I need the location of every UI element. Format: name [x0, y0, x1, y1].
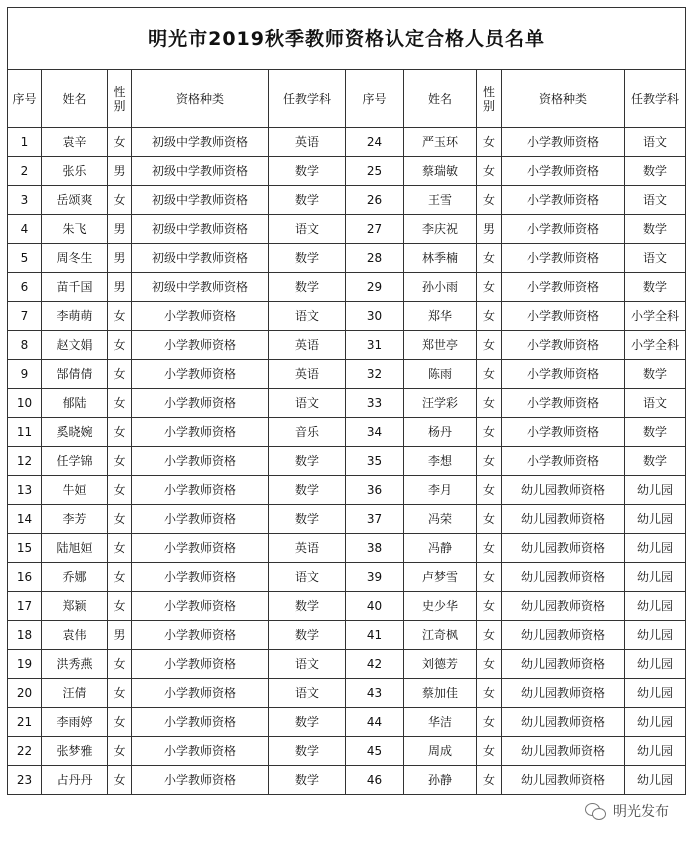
header-qualification-2: 资格种类	[502, 70, 625, 128]
cell-gender: 女	[477, 128, 502, 157]
cell-subject: 小学全科	[625, 331, 686, 360]
cell-qualification: 小学教师资格	[132, 621, 269, 650]
table-row	[8, 244, 686, 273]
cell-gender: 女	[477, 476, 502, 505]
cell-index: 7	[8, 302, 42, 331]
cell-qualification: 幼儿园教师资格	[502, 766, 625, 795]
table-row	[8, 621, 686, 650]
cell-gender: 女	[477, 650, 502, 679]
cell-qualification: 初级中学教师资格	[132, 215, 269, 244]
cell-qualification: 小学教师资格	[502, 186, 625, 215]
cell-qualification: 幼儿园教师资格	[502, 563, 625, 592]
cell-qualification: 幼儿园教师资格	[502, 679, 625, 708]
qualification-table	[7, 7, 686, 795]
cell-gender: 女	[108, 563, 132, 592]
header-qualification: 资格种类	[132, 70, 269, 128]
table-row	[8, 331, 686, 360]
cell-subject: 数学	[625, 157, 686, 186]
cell-name: 袁辛	[42, 128, 108, 157]
cell-index: 16	[8, 563, 42, 592]
cell-name: 汪学彩	[404, 389, 477, 418]
cell-subject: 数学	[269, 244, 346, 273]
cell-name: 蔡瑞敏	[404, 157, 477, 186]
cell-qualification: 初级中学教师资格	[132, 157, 269, 186]
cell-subject: 数学	[269, 505, 346, 534]
table-row	[8, 418, 686, 447]
cell-qualification: 小学教师资格	[132, 447, 269, 476]
cell-gender: 女	[477, 737, 502, 766]
cell-index: 11	[8, 418, 42, 447]
cell-subject: 数学	[625, 273, 686, 302]
cell-qualification: 小学教师资格	[132, 592, 269, 621]
cell-gender: 女	[477, 157, 502, 186]
cell-subject: 幼儿园	[625, 766, 686, 795]
cell-index: 40	[346, 592, 404, 621]
table-body	[8, 128, 686, 795]
cell-gender: 女	[477, 621, 502, 650]
cell-index: 10	[8, 389, 42, 418]
cell-index: 3	[8, 186, 42, 215]
cell-index: 43	[346, 679, 404, 708]
cell-qualification: 幼儿园教师资格	[502, 505, 625, 534]
cell-qualification: 小学教师资格	[132, 389, 269, 418]
cell-name: 李月	[404, 476, 477, 505]
cell-name: 郁陆	[42, 389, 108, 418]
cell-gender: 男	[108, 273, 132, 302]
cell-gender: 女	[108, 737, 132, 766]
document-sheet	[7, 7, 685, 795]
cell-qualification: 小学教师资格	[502, 244, 625, 273]
cell-gender: 女	[477, 708, 502, 737]
cell-qualification: 小学教师资格	[132, 679, 269, 708]
cell-gender: 男	[477, 215, 502, 244]
cell-index: 27	[346, 215, 404, 244]
table-row	[8, 447, 686, 476]
table-row	[8, 128, 686, 157]
header-gender: 性别	[108, 70, 132, 128]
table-row	[8, 389, 686, 418]
cell-qualification: 小学教师资格	[132, 418, 269, 447]
cell-qualification: 小学教师资格	[502, 215, 625, 244]
cell-gender: 女	[477, 186, 502, 215]
wechat-icon	[585, 800, 607, 822]
watermark-text: 明光发布	[613, 804, 669, 820]
cell-subject: 数学	[625, 418, 686, 447]
cell-gender: 女	[108, 505, 132, 534]
cell-subject: 数学	[269, 157, 346, 186]
cell-gender: 男	[108, 244, 132, 273]
cell-gender: 女	[477, 592, 502, 621]
cell-subject: 语文	[625, 389, 686, 418]
cell-index: 38	[346, 534, 404, 563]
header-subject-2: 任教学科	[625, 70, 686, 128]
cell-name: 林季楠	[404, 244, 477, 273]
cell-subject: 数学	[269, 737, 346, 766]
cell-name: 孙小雨	[404, 273, 477, 302]
cell-name: 郑华	[404, 302, 477, 331]
cell-index: 14	[8, 505, 42, 534]
cell-gender: 女	[108, 708, 132, 737]
cell-name: 郑颖	[42, 592, 108, 621]
header-name: 姓名	[42, 70, 108, 128]
cell-qualification: 小学教师资格	[502, 331, 625, 360]
cell-gender: 女	[108, 447, 132, 476]
cell-gender: 女	[108, 650, 132, 679]
cell-name: 冯静	[404, 534, 477, 563]
cell-qualification: 小学教师资格	[132, 331, 269, 360]
cell-gender: 女	[477, 418, 502, 447]
cell-gender: 女	[108, 679, 132, 708]
cell-index: 34	[346, 418, 404, 447]
cell-name: 刘德芳	[404, 650, 477, 679]
header-subject: 任教学科	[269, 70, 346, 128]
cell-gender: 女	[477, 447, 502, 476]
cell-index: 33	[346, 389, 404, 418]
cell-subject: 数学	[269, 476, 346, 505]
cell-name: 赵文娟	[42, 331, 108, 360]
cell-name: 朱飞	[42, 215, 108, 244]
table-row	[8, 592, 686, 621]
cell-gender: 女	[108, 766, 132, 795]
cell-gender: 女	[477, 360, 502, 389]
cell-subject: 数学	[269, 621, 346, 650]
cell-subject: 幼儿园	[625, 621, 686, 650]
cell-name: 孙静	[404, 766, 477, 795]
cell-qualification: 初级中学教师资格	[132, 244, 269, 273]
cell-gender: 女	[477, 534, 502, 563]
cell-name: 洪秀燕	[42, 650, 108, 679]
cell-name: 王雪	[404, 186, 477, 215]
cell-qualification: 小学教师资格	[132, 505, 269, 534]
cell-index: 26	[346, 186, 404, 215]
cell-subject: 幼儿园	[625, 708, 686, 737]
cell-index: 1	[8, 128, 42, 157]
cell-name: 史少华	[404, 592, 477, 621]
cell-gender: 女	[477, 766, 502, 795]
cell-subject: 英语	[269, 128, 346, 157]
cell-index: 22	[8, 737, 42, 766]
cell-index: 25	[346, 157, 404, 186]
cell-qualification: 幼儿园教师资格	[502, 621, 625, 650]
page-title: 明光市2019秋季教师资格认定合格人员名单	[8, 8, 686, 70]
cell-subject: 幼儿园	[625, 650, 686, 679]
cell-index: 8	[8, 331, 42, 360]
cell-index: 6	[8, 273, 42, 302]
cell-name: 乔娜	[42, 563, 108, 592]
table-header-row	[8, 70, 686, 128]
cell-index: 23	[8, 766, 42, 795]
cell-name: 陈雨	[404, 360, 477, 389]
table-row	[8, 737, 686, 766]
cell-index: 37	[346, 505, 404, 534]
cell-subject: 语文	[269, 389, 346, 418]
cell-index: 41	[346, 621, 404, 650]
cell-subject: 数学	[269, 592, 346, 621]
cell-subject: 幼儿园	[625, 534, 686, 563]
cell-name: 华洁	[404, 708, 477, 737]
table-row	[8, 679, 686, 708]
cell-qualification: 幼儿园教师资格	[502, 708, 625, 737]
table-row	[8, 650, 686, 679]
cell-subject: 语文	[269, 563, 346, 592]
cell-index: 2	[8, 157, 42, 186]
cell-index: 30	[346, 302, 404, 331]
cell-name: 严玉环	[404, 128, 477, 157]
cell-qualification: 小学教师资格	[132, 708, 269, 737]
cell-name: 卢梦雪	[404, 563, 477, 592]
cell-subject: 语文	[269, 302, 346, 331]
table-row	[8, 476, 686, 505]
cell-subject: 数学	[625, 360, 686, 389]
cell-qualification: 幼儿园教师资格	[502, 650, 625, 679]
table-row	[8, 360, 686, 389]
cell-qualification: 幼儿园教师资格	[502, 476, 625, 505]
cell-name: 李萌萌	[42, 302, 108, 331]
cell-gender: 女	[108, 360, 132, 389]
cell-index: 44	[346, 708, 404, 737]
cell-index: 9	[8, 360, 42, 389]
cell-qualification: 初级中学教师资格	[132, 128, 269, 157]
cell-index: 5	[8, 244, 42, 273]
cell-index: 4	[8, 215, 42, 244]
cell-name: 周成	[404, 737, 477, 766]
cell-qualification: 小学教师资格	[502, 447, 625, 476]
cell-subject: 语文	[625, 186, 686, 215]
cell-name: 周冬生	[42, 244, 108, 273]
cell-qualification: 小学教师资格	[132, 476, 269, 505]
cell-subject: 数学	[625, 447, 686, 476]
cell-index: 17	[8, 592, 42, 621]
cell-qualification: 小学教师资格	[502, 128, 625, 157]
cell-subject: 语文	[269, 215, 346, 244]
header-index-2: 序号	[346, 70, 404, 128]
cell-gender: 女	[108, 302, 132, 331]
cell-gender: 女	[108, 534, 132, 563]
table-row	[8, 534, 686, 563]
cell-subject: 数学	[269, 186, 346, 215]
cell-index: 36	[346, 476, 404, 505]
cell-index: 24	[346, 128, 404, 157]
table-row	[8, 708, 686, 737]
cell-name: 袁伟	[42, 621, 108, 650]
cell-gender: 女	[477, 563, 502, 592]
cell-name: 汪倩	[42, 679, 108, 708]
cell-subject: 语文	[269, 679, 346, 708]
cell-name: 占丹丹	[42, 766, 108, 795]
cell-gender: 女	[108, 476, 132, 505]
cell-index: 31	[346, 331, 404, 360]
cell-qualification: 小学教师资格	[502, 273, 625, 302]
cell-name: 李芳	[42, 505, 108, 534]
cell-subject: 音乐	[269, 418, 346, 447]
table-row	[8, 215, 686, 244]
cell-name: 张乐	[42, 157, 108, 186]
cell-qualification: 小学教师资格	[132, 563, 269, 592]
cell-index: 42	[346, 650, 404, 679]
cell-name: 郜倩倩	[42, 360, 108, 389]
cell-index: 28	[346, 244, 404, 273]
cell-gender: 女	[108, 418, 132, 447]
cell-name: 李雨婷	[42, 708, 108, 737]
cell-subject: 幼儿园	[625, 563, 686, 592]
cell-qualification: 初级中学教师资格	[132, 273, 269, 302]
cell-index: 39	[346, 563, 404, 592]
cell-gender: 女	[108, 186, 132, 215]
cell-index: 19	[8, 650, 42, 679]
table-row	[8, 273, 686, 302]
cell-qualification: 小学教师资格	[502, 389, 625, 418]
cell-index: 18	[8, 621, 42, 650]
watermark	[585, 800, 669, 822]
cell-qualification: 小学教师资格	[132, 302, 269, 331]
cell-name: 李庆祝	[404, 215, 477, 244]
cell-gender: 女	[108, 331, 132, 360]
cell-gender: 女	[108, 389, 132, 418]
table-row	[8, 766, 686, 795]
cell-qualification: 小学教师资格	[502, 302, 625, 331]
cell-subject: 幼儿园	[625, 476, 686, 505]
cell-subject: 语文	[269, 650, 346, 679]
header-gender-2: 性别	[477, 70, 502, 128]
cell-gender: 女	[477, 244, 502, 273]
cell-qualification: 小学教师资格	[502, 157, 625, 186]
cell-qualification: 幼儿园教师资格	[502, 592, 625, 621]
cell-index: 29	[346, 273, 404, 302]
cell-name: 江奇枫	[404, 621, 477, 650]
cell-name: 牛姮	[42, 476, 108, 505]
cell-index: 45	[346, 737, 404, 766]
cell-gender: 女	[477, 302, 502, 331]
cell-name: 蔡加佳	[404, 679, 477, 708]
cell-subject: 英语	[269, 360, 346, 389]
cell-subject: 幼儿园	[625, 737, 686, 766]
cell-gender: 女	[477, 331, 502, 360]
cell-gender: 男	[108, 215, 132, 244]
cell-subject: 数学	[625, 215, 686, 244]
cell-name: 任学锦	[42, 447, 108, 476]
cell-subject: 数学	[269, 708, 346, 737]
header-name-2: 姓名	[404, 70, 477, 128]
cell-name: 杨丹	[404, 418, 477, 447]
cell-subject: 数学	[269, 273, 346, 302]
cell-index: 13	[8, 476, 42, 505]
cell-name: 奚晓婉	[42, 418, 108, 447]
table-row	[8, 157, 686, 186]
cell-gender: 男	[108, 157, 132, 186]
cell-gender: 女	[477, 273, 502, 302]
cell-index: 46	[346, 766, 404, 795]
table-row	[8, 505, 686, 534]
cell-qualification: 小学教师资格	[502, 418, 625, 447]
cell-gender: 女	[477, 679, 502, 708]
cell-qualification: 小学教师资格	[132, 766, 269, 795]
cell-index: 32	[346, 360, 404, 389]
cell-qualification: 小学教师资格	[132, 737, 269, 766]
cell-index: 12	[8, 447, 42, 476]
cell-subject: 小学全科	[625, 302, 686, 331]
cell-name: 苗千国	[42, 273, 108, 302]
cell-subject: 英语	[269, 331, 346, 360]
cell-gender: 女	[477, 505, 502, 534]
cell-qualification: 小学教师资格	[132, 534, 269, 563]
cell-subject: 幼儿园	[625, 679, 686, 708]
cell-gender: 男	[108, 621, 132, 650]
cell-name: 岳颂爽	[42, 186, 108, 215]
cell-gender: 女	[477, 389, 502, 418]
cell-gender: 女	[108, 592, 132, 621]
cell-index: 35	[346, 447, 404, 476]
cell-subject: 英语	[269, 534, 346, 563]
cell-index: 21	[8, 708, 42, 737]
cell-index: 15	[8, 534, 42, 563]
cell-qualification: 小学教师资格	[502, 360, 625, 389]
cell-qualification: 幼儿园教师资格	[502, 534, 625, 563]
table-row	[8, 563, 686, 592]
header-index: 序号	[8, 70, 42, 128]
cell-subject: 幼儿园	[625, 505, 686, 534]
cell-name: 郑世亭	[404, 331, 477, 360]
cell-name: 李想	[404, 447, 477, 476]
table-row	[8, 302, 686, 331]
cell-subject: 数学	[269, 766, 346, 795]
cell-gender: 女	[108, 128, 132, 157]
cell-name: 张梦雅	[42, 737, 108, 766]
cell-qualification: 小学教师资格	[132, 650, 269, 679]
cell-subject: 语文	[625, 244, 686, 273]
cell-qualification: 小学教师资格	[132, 360, 269, 389]
cell-name: 陆旭姮	[42, 534, 108, 563]
cell-qualification: 幼儿园教师资格	[502, 737, 625, 766]
cell-qualification: 初级中学教师资格	[132, 186, 269, 215]
cell-subject: 语文	[625, 128, 686, 157]
cell-subject: 数学	[269, 447, 346, 476]
cell-index: 20	[8, 679, 42, 708]
table-row	[8, 186, 686, 215]
cell-name: 冯荣	[404, 505, 477, 534]
cell-subject: 幼儿园	[625, 592, 686, 621]
